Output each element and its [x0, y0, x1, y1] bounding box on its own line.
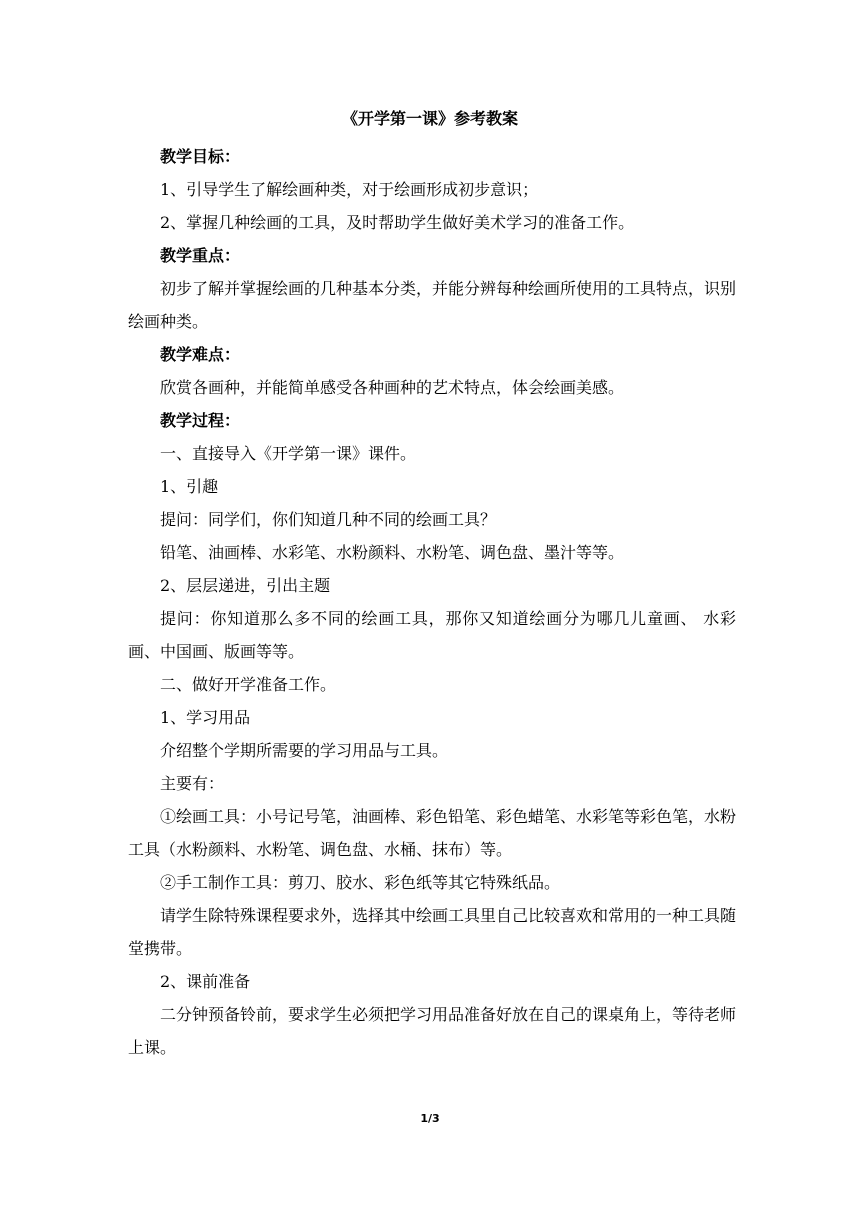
- paragraph: 二、做好开学准备工作。: [160, 675, 337, 694]
- paragraph: 请学生除特殊课程要求外，选择其中绘画工具里自己比较喜欢和常用的一种工具随堂携带。: [128, 906, 737, 958]
- paragraph: 二分钟预备铃前，要求学生必须把学习用品准备好放在自己的课桌角上，等待老师上课。: [128, 1005, 737, 1057]
- paragraph: 主要有：: [160, 774, 225, 793]
- paragraph-heading: 教学过程：: [160, 411, 241, 430]
- paragraph: 1、引导学生了解绘画种类，对于绘画形成初步意识；: [160, 180, 539, 199]
- paragraph: 提问：你知道那么多不同的绘画工具，那你又知道绘画分为哪几儿童画、 水彩画、中国画、版画等等。: [128, 609, 736, 661]
- document-body: [128, 140, 736, 1064]
- paragraph-heading: 教学难点：: [160, 345, 241, 364]
- paragraph: 铅笔、油画棒、水彩笔、水粉颜料、水粉笔、调色盘、墨汁等等。: [160, 543, 625, 562]
- paragraph: 1、引趣: [160, 477, 219, 496]
- paragraph: 初步了解并掌握绘画的几种基本分类，并能分辨每种绘画所使用的工具特点，识别绘画种类。: [128, 279, 737, 331]
- paragraph: 1、学习用品: [160, 708, 251, 727]
- paragraph: 欣赏各画种，并能简单感受各种画种的艺术特点，体会绘画美感。: [160, 378, 625, 397]
- paragraph: 一、直接导入《开学第一课》课件。: [160, 444, 417, 463]
- paragraph-heading: 教学重点：: [160, 246, 241, 265]
- paragraph: 提问：同学们，你们知道几种不同的绘画工具？: [160, 510, 497, 529]
- paragraph: ①绘画工具：小号记号笔，油画棒、彩色铅笔、彩色蜡笔、水彩笔等彩色笔，水粉工具（水粉颜料、水粉笔、调色盘、水桶、抹布）等。: [128, 807, 737, 859]
- paragraph-heading: 教学目标：: [160, 147, 241, 166]
- paragraph: 2、掌握几种绘画的工具，及时帮助学生做好美术学习的准备工作。: [160, 213, 635, 232]
- page-number: 1/3: [420, 1112, 440, 1125]
- paragraph: 2、层层递进，引出主题: [160, 576, 331, 595]
- paragraph: 2、课前准备: [160, 972, 251, 991]
- paragraph: ②手工制作工具：剪刀、胶水、彩色纸等其它特殊纸品。: [160, 873, 561, 892]
- paragraph: 介绍整个学期所需要的学习用品与工具。: [160, 741, 449, 760]
- document-title: 《开学第一课》参考教案: [341, 109, 518, 128]
